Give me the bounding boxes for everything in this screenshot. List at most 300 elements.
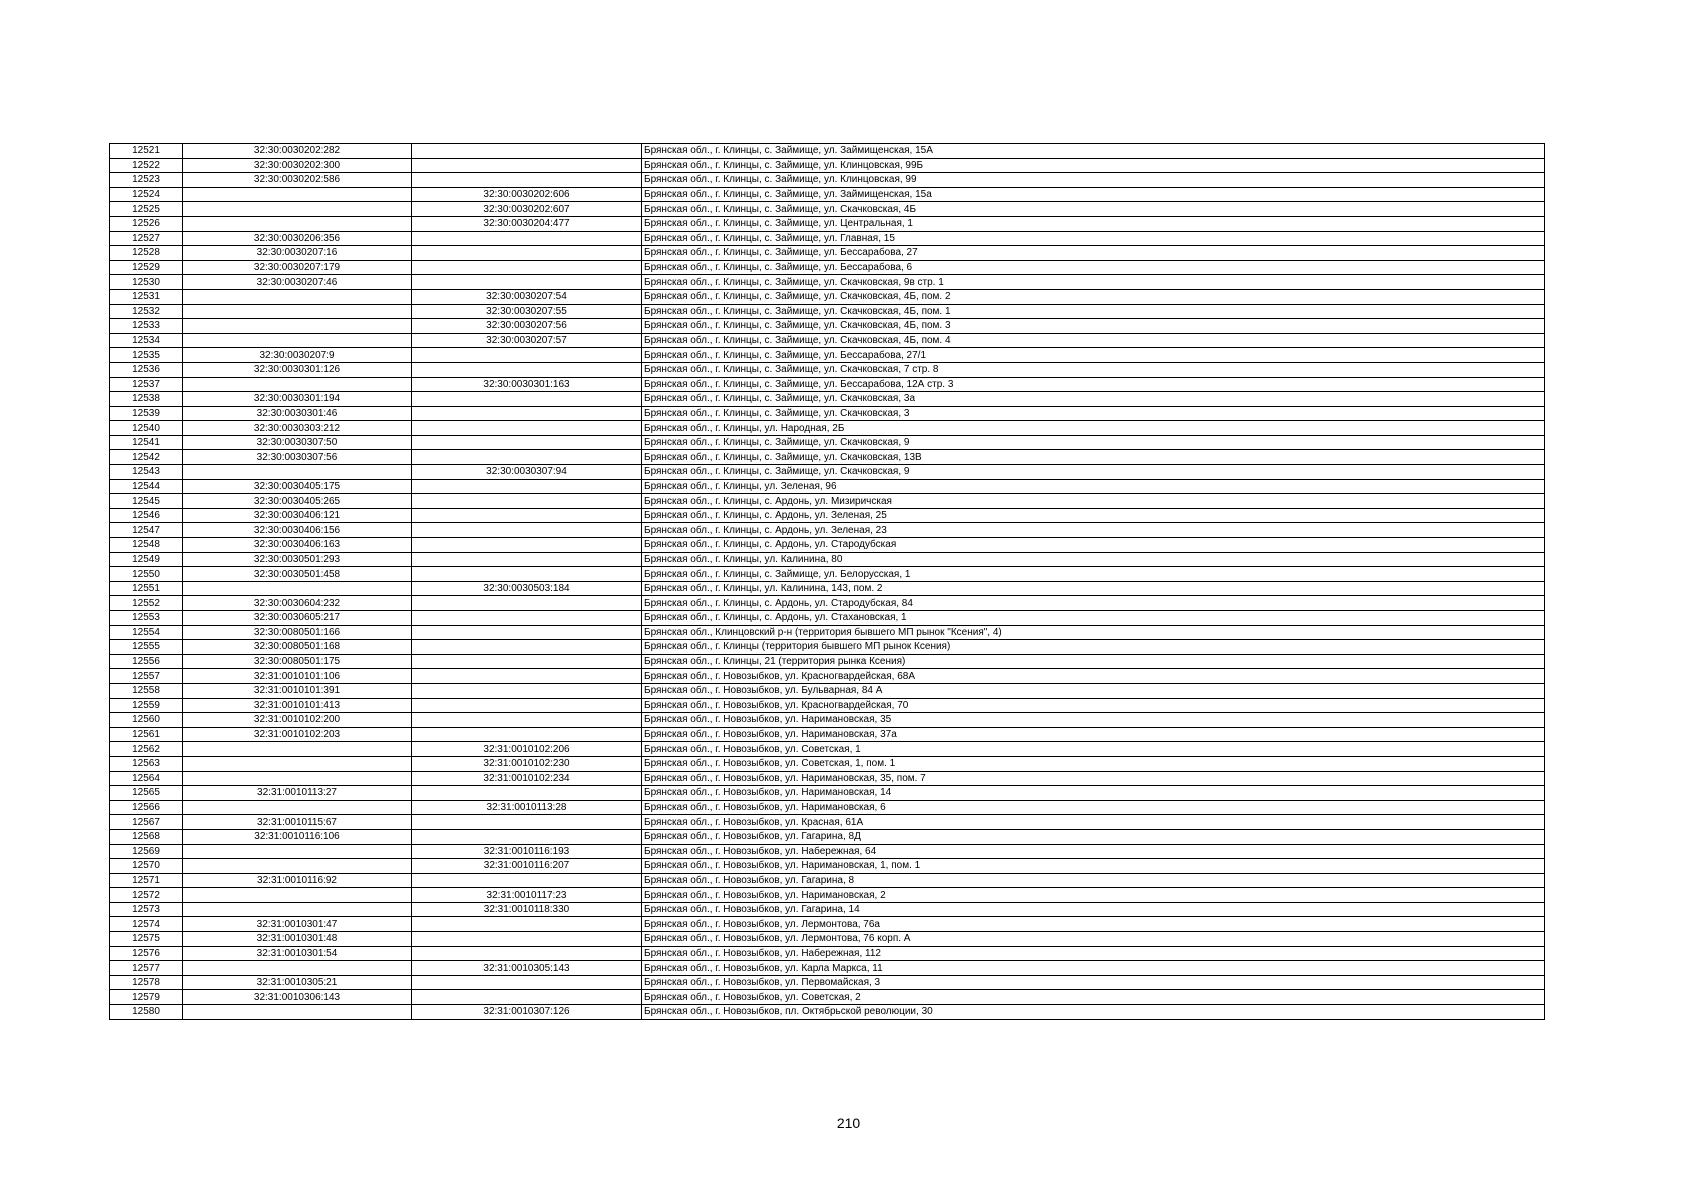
building-cadastral-number-cell xyxy=(412,917,642,932)
address-cell: Брянская обл., г. Новозыбков, ул. Бульварная, 84 А xyxy=(642,683,1545,698)
land-cadastral-number-cell xyxy=(183,771,412,786)
row-number-cell: 12562 xyxy=(110,742,183,757)
table-row xyxy=(110,421,1545,436)
page-number: 210 xyxy=(836,1115,861,1131)
building-cadastral-number-cell: 32:31:0010102:230 xyxy=(412,756,642,771)
land-cadastral-number-cell: 32:30:0030207:46 xyxy=(183,275,412,290)
land-cadastral-number-cell xyxy=(183,844,412,859)
building-cadastral-number-cell xyxy=(412,246,642,261)
address-cell: Брянская обл., г. Новозыбков, ул. Советская, 1, пом. 1 xyxy=(642,756,1545,771)
table-row xyxy=(110,990,1545,1005)
land-cadastral-number-cell: 32:30:0030605:217 xyxy=(183,611,412,626)
address-cell: Брянская обл., г. Новозыбков, пл. Октябрьской революции, 30 xyxy=(642,1005,1545,1020)
land-cadastral-number-cell xyxy=(183,216,412,231)
building-cadastral-number-cell: 32:31:0010116:207 xyxy=(412,859,642,874)
address-cell: Брянская обл., г. Клинцы, с. Ардонь, ул. Мизиричская xyxy=(642,494,1545,509)
building-cadastral-number-cell xyxy=(412,683,642,698)
address-cell: Брянская обл., г. Новозыбков, ул. Гагарина, 14 xyxy=(642,902,1545,917)
table-row xyxy=(110,508,1545,523)
address-cell: Брянская обл., г. Клинцы, с. Займище, ул. Бессарабова, 27 xyxy=(642,246,1545,261)
address-cell: Брянская обл., г. Клинцы, с. Займище, ул. Скачковская, 9 xyxy=(642,435,1545,450)
row-number-cell: 12524 xyxy=(110,187,183,202)
table-row xyxy=(110,917,1545,932)
row-number-cell: 12553 xyxy=(110,611,183,626)
row-number-cell: 12525 xyxy=(110,202,183,217)
address-cell: Брянская обл., г. Новозыбков, ул. Наримановская, 6 xyxy=(642,800,1545,815)
land-cadastral-number-cell: 32:31:0010306:143 xyxy=(183,990,412,1005)
row-number-cell: 12540 xyxy=(110,421,183,436)
building-cadastral-number-cell xyxy=(412,450,642,465)
land-cadastral-number-cell xyxy=(183,1005,412,1020)
building-cadastral-number-cell xyxy=(412,932,642,947)
address-cell: Брянская обл., г. Клинцы, с. Займище, ул. Скачковская, 9 xyxy=(642,465,1545,480)
row-number-cell: 12559 xyxy=(110,698,183,713)
building-cadastral-number-cell xyxy=(412,975,642,990)
land-cadastral-number-cell: 32:31:0010301:54 xyxy=(183,946,412,961)
building-cadastral-number-cell xyxy=(412,669,642,684)
building-cadastral-number-cell: 32:30:0030207:54 xyxy=(412,289,642,304)
land-cadastral-number-cell: 32:30:0030604:232 xyxy=(183,596,412,611)
land-cadastral-number-cell: 32:30:0030406:121 xyxy=(183,508,412,523)
land-cadastral-number-cell: 32:30:0030405:265 xyxy=(183,494,412,509)
address-cell: Брянская обл., г. Новозыбков, ул. Гагарина, 8 xyxy=(642,873,1545,888)
land-cadastral-number-cell: 32:30:0030406:156 xyxy=(183,523,412,538)
row-number-cell: 12522 xyxy=(110,158,183,173)
land-cadastral-number-cell: 32:30:0030207:179 xyxy=(183,260,412,275)
land-cadastral-number-cell: 32:31:0010301:48 xyxy=(183,932,412,947)
row-number-cell: 12543 xyxy=(110,465,183,480)
table-row xyxy=(110,275,1545,290)
table-row xyxy=(110,465,1545,480)
row-number-cell: 12546 xyxy=(110,508,183,523)
address-cell: Брянская обл., г. Клинцы (территория бывшего МП рынок Ксения) xyxy=(642,640,1545,655)
building-cadastral-number-cell xyxy=(412,508,642,523)
row-number-cell: 12556 xyxy=(110,654,183,669)
table-row xyxy=(110,158,1545,173)
building-cadastral-number-cell: 32:31:0010118:330 xyxy=(412,902,642,917)
building-cadastral-number-cell xyxy=(412,727,642,742)
building-cadastral-number-cell: 32:30:0030207:57 xyxy=(412,333,642,348)
building-cadastral-number-cell xyxy=(412,654,642,669)
land-cadastral-number-cell: 32:30:0030501:458 xyxy=(183,567,412,582)
table-row xyxy=(110,567,1545,582)
land-cadastral-number-cell xyxy=(183,333,412,348)
row-number-cell: 12566 xyxy=(110,800,183,815)
building-cadastral-number-cell: 32:31:0010307:126 xyxy=(412,1005,642,1020)
table-row xyxy=(110,216,1545,231)
address-cell: Брянская обл., г. Новозыбков, ул. Наримановская, 35 xyxy=(642,713,1545,728)
building-cadastral-number-cell xyxy=(412,348,642,363)
building-cadastral-number-cell xyxy=(412,231,642,246)
row-number-cell: 12554 xyxy=(110,625,183,640)
building-cadastral-number-cell xyxy=(412,275,642,290)
row-number-cell: 12536 xyxy=(110,362,183,377)
land-cadastral-number-cell xyxy=(183,187,412,202)
address-cell: Брянская обл., г. Клинцы, ул. Калинина, 143, пом. 2 xyxy=(642,581,1545,596)
table-row xyxy=(110,815,1545,830)
row-number-cell: 12552 xyxy=(110,596,183,611)
land-cadastral-number-cell: 32:30:0030207:16 xyxy=(183,246,412,261)
building-cadastral-number-cell: 32:31:0010113:28 xyxy=(412,800,642,815)
address-cell: Брянская обл., г. Клинцы, с. Ардонь, ул. Стародубская xyxy=(642,538,1545,553)
land-cadastral-number-cell xyxy=(183,289,412,304)
address-cell: Брянская обл., г. Клинцы, с. Займище, ул. Белорусская, 1 xyxy=(642,567,1545,582)
building-cadastral-number-cell: 32:31:0010116:193 xyxy=(412,844,642,859)
land-cadastral-number-cell xyxy=(183,304,412,319)
table-row xyxy=(110,640,1545,655)
address-cell: Брянская обл., г. Новозыбков, ул. Гагарина, 8Д xyxy=(642,829,1545,844)
address-cell: Брянская обл., г. Новозыбков, ул. Наримановская, 35, пом. 7 xyxy=(642,771,1545,786)
address-cell: Брянская обл., г. Клинцы, ул. Народная, 2Б xyxy=(642,421,1545,436)
row-number-cell: 12577 xyxy=(110,961,183,976)
table-row xyxy=(110,202,1545,217)
building-cadastral-number-cell xyxy=(412,829,642,844)
address-cell: Брянская обл., г. Клинцы, с. Ардонь, ул. Стародубская, 84 xyxy=(642,596,1545,611)
address-cell: Брянская обл., г. Клинцы, с. Ардонь, ул. Зеленая, 25 xyxy=(642,508,1545,523)
address-cell: Брянская обл., г. Клинцы, с. Займище, ул. Главная, 15 xyxy=(642,231,1545,246)
building-cadastral-number-cell: 32:31:0010305:143 xyxy=(412,961,642,976)
table-row xyxy=(110,756,1545,771)
building-cadastral-number-cell xyxy=(412,946,642,961)
row-number-cell: 12534 xyxy=(110,333,183,348)
building-cadastral-number-cell: 32:30:0030503:184 xyxy=(412,581,642,596)
table-row xyxy=(110,800,1545,815)
address-cell: Брянская обл., г. Клинцы, с. Ардонь, ул. Зеленая, 23 xyxy=(642,523,1545,538)
row-number-cell: 12547 xyxy=(110,523,183,538)
row-number-cell: 12529 xyxy=(110,260,183,275)
land-cadastral-number-cell: 32:31:0010101:413 xyxy=(183,698,412,713)
table-row xyxy=(110,698,1545,713)
row-number-cell: 12571 xyxy=(110,873,183,888)
land-cadastral-number-cell: 32:31:0010116:106 xyxy=(183,829,412,844)
row-number-cell: 12568 xyxy=(110,829,183,844)
row-number-cell: 12579 xyxy=(110,990,183,1005)
table-row xyxy=(110,713,1545,728)
land-cadastral-number-cell: 32:30:0080501:175 xyxy=(183,654,412,669)
row-number-cell: 12570 xyxy=(110,859,183,874)
address-cell: Брянская обл., г. Новозыбков, ул. Красная, 61А xyxy=(642,815,1545,830)
row-number-cell: 12541 xyxy=(110,435,183,450)
table-row xyxy=(110,319,1545,334)
land-cadastral-number-cell: 32:31:0010301:47 xyxy=(183,917,412,932)
table-row xyxy=(110,406,1545,421)
address-cell: Брянская обл., г. Новозыбков, ул. Карла Маркса, 11 xyxy=(642,961,1545,976)
land-cadastral-number-cell: 32:30:0030202:300 xyxy=(183,158,412,173)
table-row xyxy=(110,669,1545,684)
land-cadastral-number-cell: 32:30:0030405:175 xyxy=(183,479,412,494)
building-cadastral-number-cell xyxy=(412,640,642,655)
row-number-cell: 12557 xyxy=(110,669,183,684)
table-row xyxy=(110,902,1545,917)
address-cell: Брянская обл., г. Клинцы, с. Займище, ул. Скачковская, 7 стр. 8 xyxy=(642,362,1545,377)
building-cadastral-number-cell xyxy=(412,567,642,582)
building-cadastral-number-cell xyxy=(412,596,642,611)
table-row xyxy=(110,552,1545,567)
address-cell: Брянская обл., г. Клинцы, с. Займище, ул. Центральная, 1 xyxy=(642,216,1545,231)
building-cadastral-number-cell: 32:31:0010102:234 xyxy=(412,771,642,786)
table-row xyxy=(110,392,1545,407)
land-cadastral-number-cell: 32:30:0030202:282 xyxy=(183,144,412,159)
table-row xyxy=(110,727,1545,742)
building-cadastral-number-cell xyxy=(412,990,642,1005)
row-number-cell: 12535 xyxy=(110,348,183,363)
table-row xyxy=(110,932,1545,947)
row-number-cell: 12572 xyxy=(110,888,183,903)
land-cadastral-number-cell xyxy=(183,742,412,757)
building-cadastral-number-cell xyxy=(412,260,642,275)
land-cadastral-number-cell: 32:31:0010102:203 xyxy=(183,727,412,742)
building-cadastral-number-cell xyxy=(412,625,642,640)
row-number-cell: 12545 xyxy=(110,494,183,509)
table-row xyxy=(110,494,1545,509)
land-cadastral-number-cell: 32:30:0030307:56 xyxy=(183,450,412,465)
land-cadastral-number-cell xyxy=(183,859,412,874)
row-number-cell: 12532 xyxy=(110,304,183,319)
building-cadastral-number-cell: 32:30:0030307:94 xyxy=(412,465,642,480)
registry-table-body xyxy=(110,144,1545,1020)
table-row xyxy=(110,348,1545,363)
land-cadastral-number-cell: 32:30:0030501:293 xyxy=(183,552,412,567)
address-cell: Брянская обл., г. Клинцы, с. Займище, ул. Скачковская, 9в стр. 1 xyxy=(642,275,1545,290)
land-cadastral-number-cell xyxy=(183,581,412,596)
land-cadastral-number-cell: 32:31:0010102:200 xyxy=(183,713,412,728)
address-cell: Брянская обл., г. Клинцы, с. Займище, ул. Скачковская, 4Б, пом. 3 xyxy=(642,319,1545,334)
land-cadastral-number-cell: 32:30:0030303:212 xyxy=(183,421,412,436)
building-cadastral-number-cell: 32:30:0030204:477 xyxy=(412,216,642,231)
land-cadastral-number-cell: 32:30:0080501:168 xyxy=(183,640,412,655)
row-number-cell: 12538 xyxy=(110,392,183,407)
building-cadastral-number-cell xyxy=(412,873,642,888)
land-cadastral-number-cell xyxy=(183,800,412,815)
table-row xyxy=(110,333,1545,348)
building-cadastral-number-cell xyxy=(412,713,642,728)
building-cadastral-number-cell xyxy=(412,435,642,450)
address-cell: Брянская обл., г. Клинцы, с. Займище, ул. Скачковская, 4Б, пом. 1 xyxy=(642,304,1545,319)
table-row xyxy=(110,596,1545,611)
row-number-cell: 12575 xyxy=(110,932,183,947)
land-cadastral-number-cell: 32:31:0010116:92 xyxy=(183,873,412,888)
land-cadastral-number-cell xyxy=(183,377,412,392)
land-cadastral-number-cell xyxy=(183,756,412,771)
row-number-cell: 12544 xyxy=(110,479,183,494)
row-number-cell: 12548 xyxy=(110,538,183,553)
land-cadastral-number-cell: 32:30:0030207:9 xyxy=(183,348,412,363)
table-row xyxy=(110,961,1545,976)
table-row xyxy=(110,859,1545,874)
land-cadastral-number-cell: 32:30:0030206:356 xyxy=(183,231,412,246)
address-cell: Брянская обл., г. Клинцы, с. Займище, ул. Клинцовская, 99 xyxy=(642,173,1545,188)
address-cell: Брянская обл., г. Клинцы, с. Займище, ул. Скачковская, 3 xyxy=(642,406,1545,421)
address-cell: Брянская обл., г. Клинцы, с. Займище, ул. Скачковская, 4Б, пом. 4 xyxy=(642,333,1545,348)
address-cell: Брянская обл., г. Новозыбков, ул. Красногвардейская, 70 xyxy=(642,698,1545,713)
table-row xyxy=(110,538,1545,553)
row-number-cell: 12523 xyxy=(110,173,183,188)
address-cell: Брянская обл., г. Новозыбков, ул. Лермонтова, 76а xyxy=(642,917,1545,932)
row-number-cell: 12527 xyxy=(110,231,183,246)
land-cadastral-number-cell xyxy=(183,888,412,903)
address-cell: Брянская обл., г. Клинцы, с. Займище, ул. Скачковская, 13В xyxy=(642,450,1545,465)
building-cadastral-number-cell xyxy=(412,173,642,188)
row-number-cell: 12539 xyxy=(110,406,183,421)
address-cell: Брянская обл., г. Новозыбков, ул. Советская, 1 xyxy=(642,742,1545,757)
table-row xyxy=(110,289,1545,304)
building-cadastral-number-cell: 32:30:0030207:55 xyxy=(412,304,642,319)
building-cadastral-number-cell xyxy=(412,552,642,567)
building-cadastral-number-cell xyxy=(412,158,642,173)
row-number-cell: 12550 xyxy=(110,567,183,582)
address-cell: Брянская обл., г. Клинцы, с. Займище, ул. Бессарабова, 6 xyxy=(642,260,1545,275)
land-cadastral-number-cell: 32:30:0030301:126 xyxy=(183,362,412,377)
table-row xyxy=(110,611,1545,626)
address-cell: Брянская обл., Клинцовский р-н (территория бывшего МП рынок "Ксения", 4) xyxy=(642,625,1545,640)
table-row xyxy=(110,362,1545,377)
land-cadastral-number-cell: 32:31:0010305:21 xyxy=(183,975,412,990)
building-cadastral-number-cell: 32:30:0030202:606 xyxy=(412,187,642,202)
row-number-cell: 12521 xyxy=(110,144,183,159)
address-cell: Брянская обл., г. Клинцы, с. Займище, ул. Бессарабова, 27/1 xyxy=(642,348,1545,363)
row-number-cell: 12531 xyxy=(110,289,183,304)
row-number-cell: 12542 xyxy=(110,450,183,465)
row-number-cell: 12564 xyxy=(110,771,183,786)
address-cell: Брянская обл., г. Клинцы, с. Займище, ул. Скачковская, 3а xyxy=(642,392,1545,407)
address-cell: Брянская обл., г. Клинцы, с. Займище, ул. Займищенская, 15а xyxy=(642,187,1545,202)
address-cell: Брянская обл., г. Новозыбков, ул. Наримановская, 1, пом. 1 xyxy=(642,859,1545,874)
table-row xyxy=(110,523,1545,538)
building-cadastral-number-cell xyxy=(412,698,642,713)
address-cell: Брянская обл., г. Новозыбков, ул. Первомайская, 3 xyxy=(642,975,1545,990)
address-cell: Брянская обл., г. Новозыбков, ул. Красногвардейская, 68А xyxy=(642,669,1545,684)
address-cell: Брянская обл., г. Новозыбков, ул. Набережная, 64 xyxy=(642,844,1545,859)
building-cadastral-number-cell: 32:30:0030301:163 xyxy=(412,377,642,392)
row-number-cell: 12565 xyxy=(110,786,183,801)
row-number-cell: 12551 xyxy=(110,581,183,596)
building-cadastral-number-cell xyxy=(412,786,642,801)
land-cadastral-number-cell: 32:30:0030301:194 xyxy=(183,392,412,407)
table-row xyxy=(110,683,1545,698)
land-cadastral-number-cell xyxy=(183,465,412,480)
land-cadastral-number-cell: 32:30:0080501:166 xyxy=(183,625,412,640)
row-number-cell: 12580 xyxy=(110,1005,183,1020)
address-cell: Брянская обл., г. Новозыбков, ул. Лермонтова, 76 корп. А xyxy=(642,932,1545,947)
row-number-cell: 12573 xyxy=(110,902,183,917)
land-cadastral-number-cell xyxy=(183,319,412,334)
row-number-cell: 12560 xyxy=(110,713,183,728)
building-cadastral-number-cell xyxy=(412,523,642,538)
row-number-cell: 12530 xyxy=(110,275,183,290)
table-row xyxy=(110,144,1545,159)
building-cadastral-number-cell xyxy=(412,144,642,159)
row-number-cell: 12574 xyxy=(110,917,183,932)
row-number-cell: 12528 xyxy=(110,246,183,261)
table-row xyxy=(110,173,1545,188)
building-cadastral-number-cell: 32:31:0010117:23 xyxy=(412,888,642,903)
address-cell: Брянская обл., г. Новозыбков, ул. Набережная, 112 xyxy=(642,946,1545,961)
table-row xyxy=(110,260,1545,275)
table-row xyxy=(110,1005,1545,1020)
table-row xyxy=(110,873,1545,888)
building-cadastral-number-cell xyxy=(412,611,642,626)
registry-table xyxy=(109,143,1545,1020)
land-cadastral-number-cell xyxy=(183,202,412,217)
building-cadastral-number-cell: 32:30:0030202:607 xyxy=(412,202,642,217)
address-cell: Брянская обл., г. Новозыбков, ул. Наримановская, 37а xyxy=(642,727,1545,742)
address-cell: Брянская обл., г. Новозыбков, ул. Советская, 2 xyxy=(642,990,1545,1005)
row-number-cell: 12561 xyxy=(110,727,183,742)
building-cadastral-number-cell: 32:31:0010102:206 xyxy=(412,742,642,757)
table-row xyxy=(110,654,1545,669)
table-row xyxy=(110,479,1545,494)
address-cell: Брянская обл., г. Клинцы, с. Займище, ул. Клинцовская, 99Б xyxy=(642,158,1545,173)
address-cell: Брянская обл., г. Клинцы, с. Займище, ул. Займищенская, 15А xyxy=(642,144,1545,159)
building-cadastral-number-cell xyxy=(412,479,642,494)
table-row xyxy=(110,581,1545,596)
table-row xyxy=(110,829,1545,844)
row-number-cell: 12576 xyxy=(110,946,183,961)
land-cadastral-number-cell: 32:30:0030307:50 xyxy=(183,435,412,450)
row-number-cell: 12555 xyxy=(110,640,183,655)
building-cadastral-number-cell xyxy=(412,362,642,377)
table-row xyxy=(110,377,1545,392)
address-cell: Брянская обл., г. Клинцы, ул. Зеленая, 96 xyxy=(642,479,1545,494)
row-number-cell: 12569 xyxy=(110,844,183,859)
land-cadastral-number-cell: 32:31:0010113:27 xyxy=(183,786,412,801)
table-row xyxy=(110,742,1545,757)
address-cell: Брянская обл., г. Клинцы, с. Займище, ул. Бессарабова, 12А стр. 3 xyxy=(642,377,1545,392)
building-cadastral-number-cell xyxy=(412,494,642,509)
table-row xyxy=(110,246,1545,261)
address-cell: Брянская обл., г. Клинцы, с. Займище, ул. Скачковская, 4Б, пом. 2 xyxy=(642,289,1545,304)
land-cadastral-number-cell: 32:31:0010115:67 xyxy=(183,815,412,830)
building-cadastral-number-cell: 32:30:0030207:56 xyxy=(412,319,642,334)
table-row xyxy=(110,888,1545,903)
table-row xyxy=(110,304,1545,319)
address-cell: Брянская обл., г. Клинцы, 21 (территория рынка Ксения) xyxy=(642,654,1545,669)
table-row xyxy=(110,946,1545,961)
row-number-cell: 12558 xyxy=(110,683,183,698)
building-cadastral-number-cell xyxy=(412,538,642,553)
table-row xyxy=(110,450,1545,465)
building-cadastral-number-cell xyxy=(412,392,642,407)
land-cadastral-number-cell: 32:31:0010101:106 xyxy=(183,669,412,684)
table-row xyxy=(110,844,1545,859)
row-number-cell: 12526 xyxy=(110,216,183,231)
table-row xyxy=(110,625,1545,640)
table-row xyxy=(110,231,1545,246)
row-number-cell: 12563 xyxy=(110,756,183,771)
address-cell: Брянская обл., г. Клинцы, с. Ардонь, ул. Стахановская, 1 xyxy=(642,611,1545,626)
land-cadastral-number-cell: 32:30:0030406:163 xyxy=(183,538,412,553)
address-cell: Брянская обл., г. Клинцы, с. Займище, ул. Скачковская, 4Б xyxy=(642,202,1545,217)
table-row xyxy=(110,975,1545,990)
row-number-cell: 12578 xyxy=(110,975,183,990)
table-row xyxy=(110,786,1545,801)
row-number-cell: 12533 xyxy=(110,319,183,334)
table-row xyxy=(110,187,1545,202)
row-number-cell: 12567 xyxy=(110,815,183,830)
land-cadastral-number-cell xyxy=(183,961,412,976)
address-cell: Брянская обл., г. Новозыбков, ул. Наримановская, 2 xyxy=(642,888,1545,903)
address-cell: Брянская обл., г. Клинцы, ул. Калинина, 80 xyxy=(642,552,1545,567)
building-cadastral-number-cell xyxy=(412,406,642,421)
table-row xyxy=(110,435,1545,450)
land-cadastral-number-cell: 32:30:0030202:586 xyxy=(183,173,412,188)
table-row xyxy=(110,771,1545,786)
land-cadastral-number-cell: 32:30:0030301:46 xyxy=(183,406,412,421)
row-number-cell: 12549 xyxy=(110,552,183,567)
address-cell: Брянская обл., г. Новозыбков, ул. Наримановская, 14 xyxy=(642,786,1545,801)
building-cadastral-number-cell xyxy=(412,421,642,436)
building-cadastral-number-cell xyxy=(412,815,642,830)
